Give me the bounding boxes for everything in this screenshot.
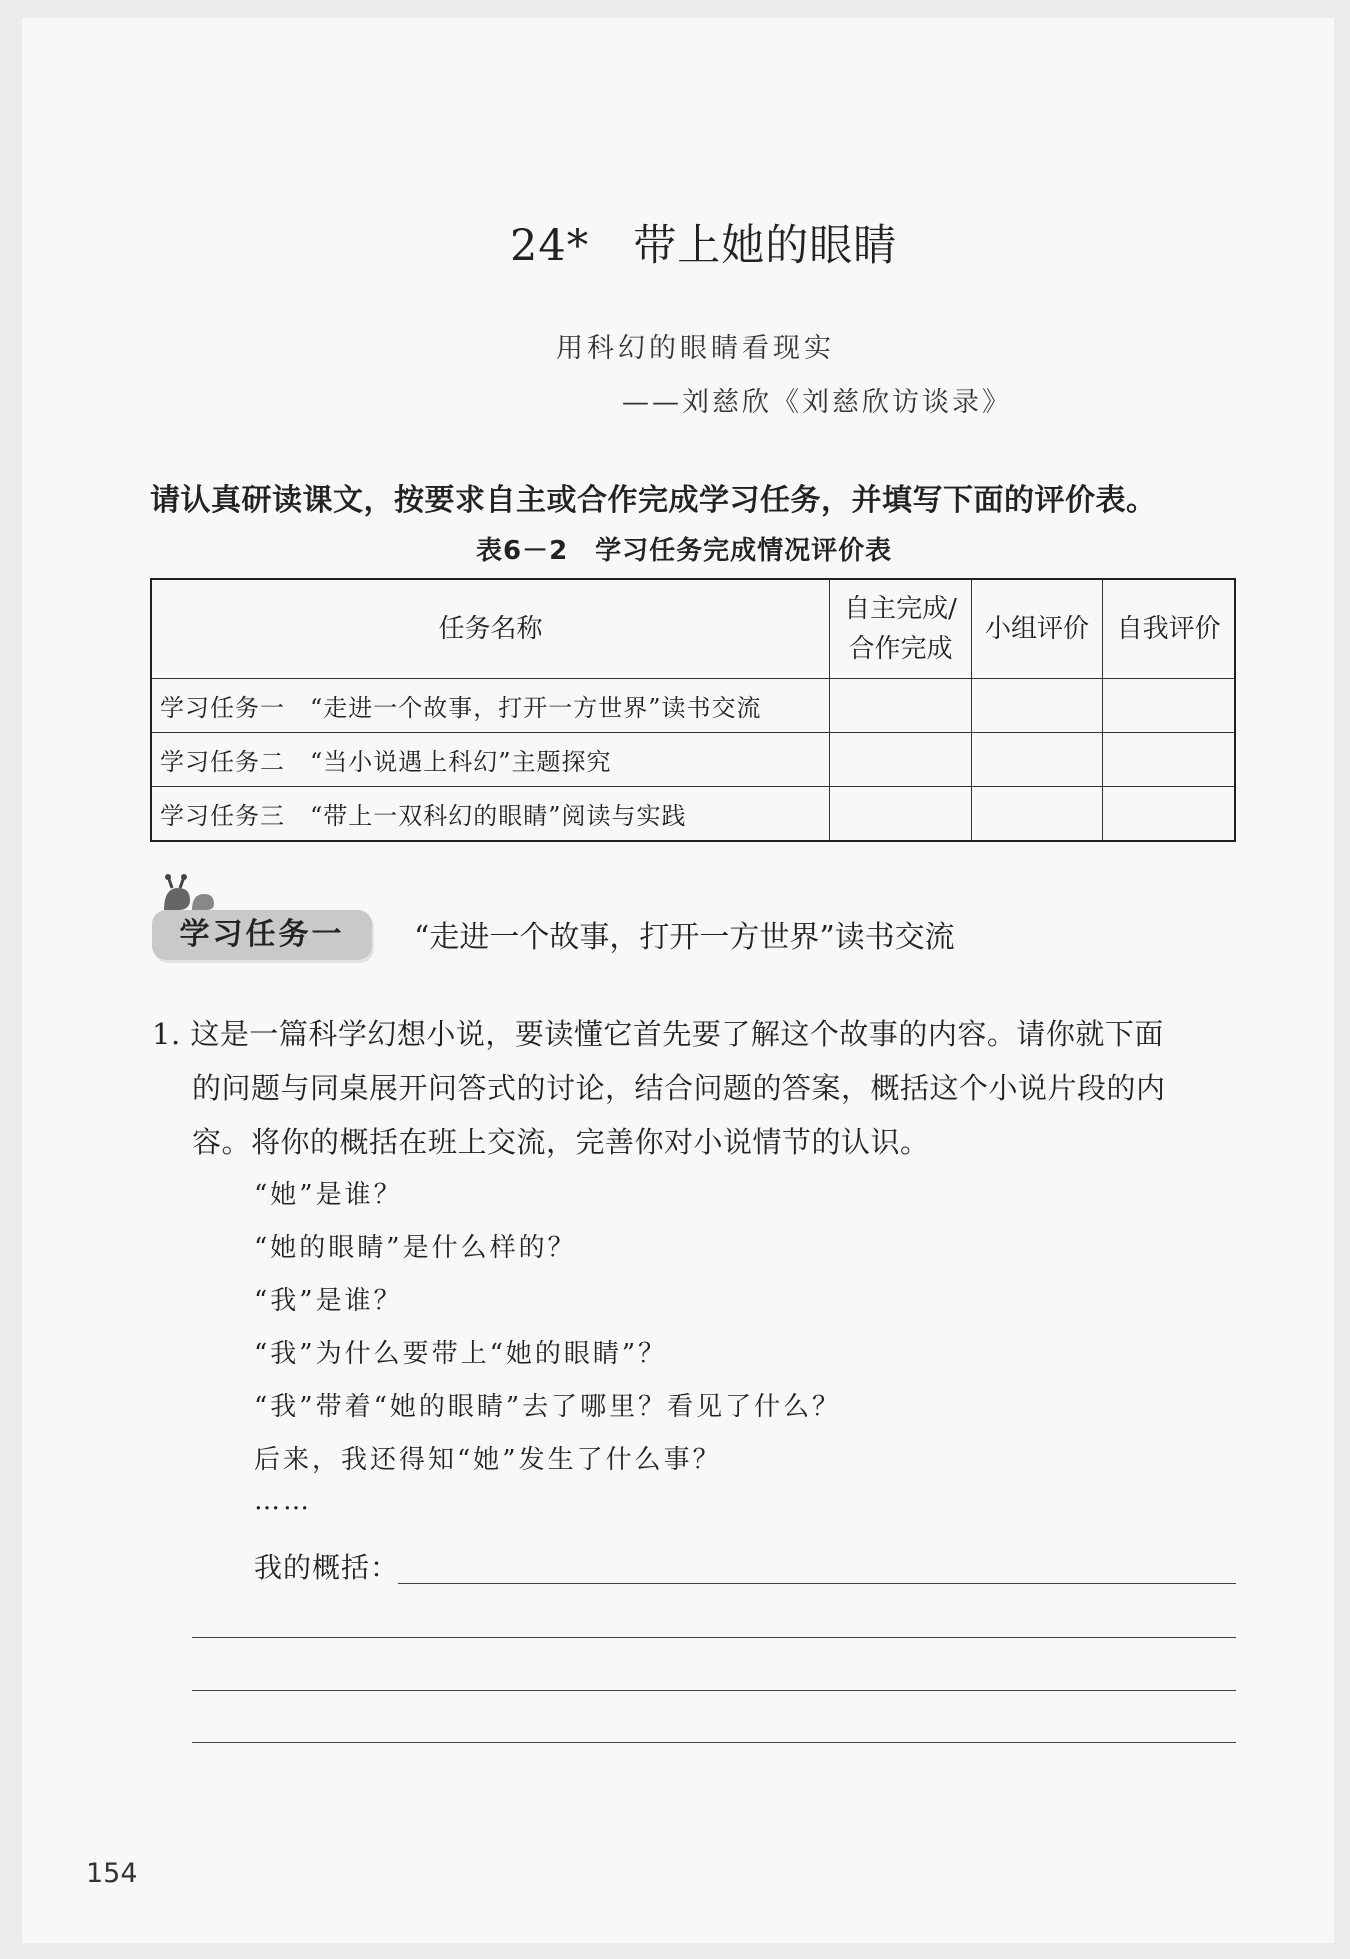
table-header-row: [151, 579, 1235, 679]
prompt-item: “我”带着“她的眼睛”去了哪里？看见了什么？: [254, 1392, 842, 1422]
prompt-item: “她”是谁？: [254, 1180, 403, 1210]
table-row: [151, 733, 1235, 787]
page-number: 154: [86, 1858, 138, 1889]
task-cell: 学习任务二 “当小说遇上科幻”主题探究: [151, 733, 830, 787]
evaluation-table: [150, 578, 1236, 842]
question-line-3: 容。将你的概括在班上交流，完善你对小说情节的认识。: [192, 1125, 930, 1159]
epigraph-source: ——刘慈欣《刘慈欣访谈录》: [622, 387, 1012, 418]
task-badge-label: 学习任务一: [152, 910, 372, 960]
table-row: [151, 679, 1235, 733]
answer-line[interactable]: [192, 1742, 1236, 1743]
question-line-2: 的问题与同桌展开问答式的讨论，结合问题的答案，概括这个小说片段的内: [192, 1071, 1166, 1105]
lesson-title-text: 带上她的眼睛: [633, 221, 898, 271]
self-eval-cell[interactable]: [1103, 733, 1235, 787]
task-cell: 学习任务一 “走进一个故事，打开一方世界”读书交流: [151, 679, 830, 733]
header-self-coop: [830, 579, 972, 679]
group-eval-cell[interactable]: [971, 787, 1103, 842]
table-row: [151, 787, 1235, 842]
prompt-item: “我”为什么要带上“她的眼睛”？: [254, 1339, 668, 1369]
header-self-coop-line1: 自主完成/: [844, 594, 957, 624]
instruction-text: 请认真研读课文，按要求自主或合作完成学习任务，并填写下面的评价表。: [150, 483, 1157, 518]
prompt-ellipsis: ……: [254, 1486, 312, 1516]
answer-label: 我的概括：: [254, 1551, 400, 1584]
lesson-number: 24*: [510, 221, 590, 271]
epigraph-quote: 用科幻的眼睛看现实: [556, 333, 835, 364]
workbook-page: [22, 18, 1334, 1943]
table-caption: 表6－2 学习任务完成情况评价表: [476, 536, 893, 566]
header-task-name: 任务名称: [151, 579, 830, 679]
answer-line[interactable]: [192, 1690, 1236, 1691]
header-self-coop-line2: 合作完成: [848, 634, 953, 664]
header-group-eval: 小组评价: [971, 579, 1103, 679]
self-coop-cell[interactable]: [830, 679, 972, 733]
group-eval-cell[interactable]: [971, 733, 1103, 787]
prompt-item: “她的眼睛”是什么样的？: [254, 1233, 577, 1263]
prompt-item: 后来，我还得知“她”发生了什么事？: [254, 1445, 722, 1475]
header-self-eval: 自我评价: [1103, 579, 1235, 679]
lesson-title: [510, 212, 897, 273]
snail-icon: [158, 874, 218, 914]
question-line-1: 1. 这是一篇科学幻想小说，要读懂它首先要了解这个故事的内容。请你就下面: [152, 1017, 1164, 1051]
task-badge: [148, 874, 376, 966]
self-eval-cell[interactable]: [1103, 679, 1235, 733]
prompt-item: “我”是谁？: [254, 1286, 403, 1316]
answer-line[interactable]: [398, 1583, 1236, 1584]
group-eval-cell[interactable]: [971, 679, 1103, 733]
self-coop-cell[interactable]: [830, 787, 972, 842]
answer-line[interactable]: [192, 1637, 1236, 1638]
self-eval-cell[interactable]: [1103, 787, 1235, 842]
self-coop-cell[interactable]: [830, 733, 972, 787]
task-heading: “走进一个故事，打开一方世界”读书交流: [414, 920, 955, 955]
task-cell: 学习任务三 “带上一双科幻的眼睛”阅读与实践: [151, 787, 830, 842]
